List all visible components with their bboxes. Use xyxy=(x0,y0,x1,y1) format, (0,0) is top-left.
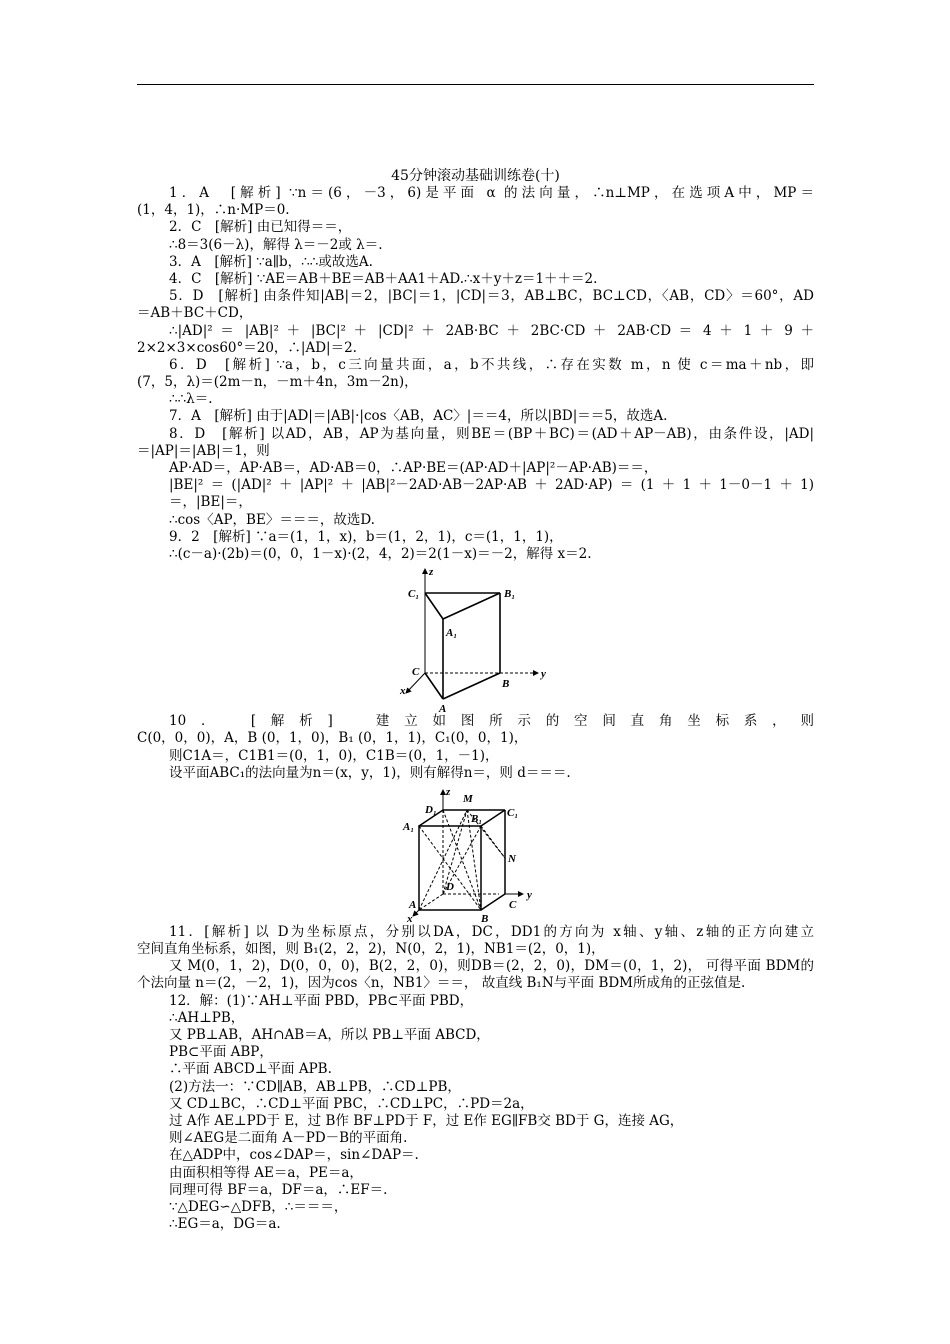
text-line: 3．A [解析] ∵a∥b，∴∴或故选A. xyxy=(169,253,373,270)
label-B: B xyxy=(480,912,488,924)
text-line: AP·AD＝，AP·AB＝，AD·AB＝0，∴AP·BE＝(AP·AD＋|AP|²－AP·AB)＝＝， xyxy=(169,460,658,476)
text-line: ∴∴λ＝. xyxy=(169,391,213,408)
solutions-1-to-9 xyxy=(137,185,814,563)
text-line: 空间直角坐标系，如图，则 B₁(2，2，2)，N(0，2，1)，NB1＝(2，0，1)， xyxy=(137,941,605,958)
text-line: ＝AB＋BC＋CD， xyxy=(137,305,253,322)
text-line: 8．D [解析] 以AD，AB，AP为基向量，则BE＝(BP＋BC)＝(AD＋AP－AB)，由条件设，|AD| xyxy=(169,425,814,442)
label-B1: B₁ xyxy=(503,588,515,601)
text-line: 设平面ABC₁的法向量为n＝(x，y，1)，则有解得n＝，则 d＝＝＝. xyxy=(169,764,571,781)
text-line: 同理可得 BF＝a，DF＝a，∴EF＝. xyxy=(169,1181,388,1198)
document-page xyxy=(137,168,814,1233)
label-y: y xyxy=(540,668,546,681)
text-line: (7，5，λ)＝(2m－n，－m＋4n，3m－2n)， xyxy=(137,374,418,391)
label-M: M xyxy=(462,792,473,805)
text-line: 个法向量 n＝(2，－2，1)，因为cos〈n，NB1〉＝＝， 故直线 B₁N与平面 BDM所成角的正弦值是. xyxy=(137,975,746,992)
text-line: ∴EG＝a，DG＝a. xyxy=(169,1216,281,1233)
label-C: C xyxy=(411,666,419,679)
label-A: A xyxy=(408,898,416,911)
header-rule xyxy=(137,84,814,85)
label-A: A xyxy=(438,703,446,714)
text-line: ∴8＝3(6－λ)，解得 λ＝－2或 λ＝. xyxy=(169,236,383,253)
prism-figure xyxy=(396,563,556,713)
text-line: PB⊂平面 ABP， xyxy=(169,1044,273,1061)
label-x: x xyxy=(399,685,405,698)
text-line: 过 A作 AE⊥PD于 E，过 B作 BF⊥PD于 F，过 E作 EG∥FB交 BD于 G，连接 AG， xyxy=(169,1112,684,1129)
label-x: x xyxy=(406,912,412,924)
text-line: 5．D [解析] 由条件知|AB|＝2，|BC|＝1，|CD|＝3，AB⊥BC，BC⊥CD，〈AB，CD〉＝60°，AD xyxy=(169,288,814,305)
text-line: 又 M(0，1，2)，D(0，0，0)，B(2，2，0)，则DB＝(2，2，0)，DM＝(0，1，2)， 可得平面 BDM的 xyxy=(169,958,814,975)
text-line: 12．解：(1)∵AH⊥平面 PBD，PB⊂平面 PBD， xyxy=(169,992,474,1009)
text-line: ∴(c－a)·(2b)＝(0，0，1－x)·(2，4，2)＝2(1－x)＝－2，解得 x＝2. xyxy=(169,545,592,562)
document-title: 45分钟滚动基础训练卷(十) xyxy=(391,168,560,184)
text-line: 由面积相等得 AE＝a，PE＝a， xyxy=(169,1164,363,1181)
label-N: N xyxy=(507,852,516,865)
label-z: z xyxy=(428,566,433,579)
text-line: ＝|AP|＝|AB|＝1，则 xyxy=(137,442,270,459)
cube-diagram xyxy=(401,786,551,924)
solutions-11-12 xyxy=(137,924,814,1233)
text-line: 1．A [解析] ∵n＝(6，－3，6)是平面 α 的法向量，∴n⊥MP，在选项A中，MP＝ xyxy=(169,185,814,201)
label-B1: B₁ xyxy=(470,812,482,825)
text-line: 又 PB⊥AB，AH∩AB＝A，所以 PB⊥平面 ABCD， xyxy=(169,1027,490,1043)
text-line: 7．A [解析] 由于|AD|＝|AB|·|cos〈AB，AC〉|＝＝4，所以|BD|＝＝5，故选A. xyxy=(169,408,668,425)
text-line: 又 CD⊥BC，∴CD⊥平面 PBC，∴CD⊥PC，∴PD＝2a， xyxy=(169,1095,534,1112)
text-line: 2×2×3×cos60°＝20，∴|AD|＝2. xyxy=(137,339,357,356)
text-line: ∴平面 ABCD⊥平面 APB. xyxy=(169,1061,332,1078)
text-line: ∵△DEG∽△DFB，∴＝＝＝， xyxy=(169,1198,348,1215)
text-line: (1，4，1)，∴n·MP＝0. xyxy=(137,202,290,219)
label-C1: C₁ xyxy=(407,588,419,601)
text-line: (2)方法一：∵CD∥AB，AB⊥PB，∴CD⊥PB， xyxy=(169,1078,461,1095)
solution-10 xyxy=(137,713,814,782)
text-line: 2．C [解析] 由已知得＝＝， xyxy=(169,219,352,236)
text-line: 10． [解析] 建立如图所示的空间直角坐标系，则 xyxy=(169,713,814,730)
text-line: 在△ADP中，cos∠DAP＝，sin∠DAP＝. xyxy=(169,1147,419,1164)
text-line: 11．[解析] 以 D为坐标原点，分别以DA，DC，DD1的方向为 x轴、y轴、z轴的正方向建立 xyxy=(169,923,814,940)
label-A1: A₁ xyxy=(445,627,457,640)
text-line: 4．C [解析] ∵AE＝AB＋BE＝AB＋AA1＋AD.∴x＋y＋z＝1＋＋＝2. xyxy=(169,270,598,287)
text-line: 9．2 [解析] ∵a＝(1，1，x)，b＝(1，2，1)，c＝(1，1，1)， xyxy=(169,528,563,545)
text-line: |BE|²＝(|AD|²＋|AP|²＋|AB|²－2AD·AB－2AP·AB＋2AD·AP)＝(1＋1＋1－0－1＋1) xyxy=(169,477,814,494)
cube-figure xyxy=(401,786,551,924)
text-line: ∴|AD|² ＝ |AB|² ＋ |BC|² ＋ |CD|² ＋ 2AB·BC ＋ 2BC·CD ＋ 2AB·CD ＝ 4 ＋ 1 ＋ 9 ＋ xyxy=(169,322,814,339)
text-line: ∴AH⊥PB， xyxy=(169,1009,245,1026)
text-line: C(0，0，0)，A，B (0，1，0)，B₁ (0，1，1)，C₁(0，0，1)， xyxy=(137,730,528,747)
text-line: 6．D [解析] ∵a，b，c三向量共面，a，b不共线，∴存在实数 m，n 使 c＝ma＋nb，即 xyxy=(169,356,814,373)
prism-diagram xyxy=(396,563,556,713)
text-line: ∴cos〈AP，BE〉＝＝＝，故选D. xyxy=(169,511,375,528)
text-line: 则∠AEG是二面角 A－PD－B的平面角. xyxy=(169,1130,408,1147)
text-line: 则C1A＝，C1B1＝(0，1，0)，C1B＝(0，1，－1)， xyxy=(169,747,499,764)
label-D: D xyxy=(445,880,454,893)
label-y: y xyxy=(526,888,532,901)
label-z: z xyxy=(445,785,450,798)
label-B: B xyxy=(501,678,509,691)
label-D1: D₁ xyxy=(424,803,437,816)
label-C: C xyxy=(508,898,516,911)
label-A1: A₁ xyxy=(402,820,414,833)
text-line: ＝，|BE|＝， xyxy=(169,494,252,511)
label-C1: C₁ xyxy=(506,806,518,819)
